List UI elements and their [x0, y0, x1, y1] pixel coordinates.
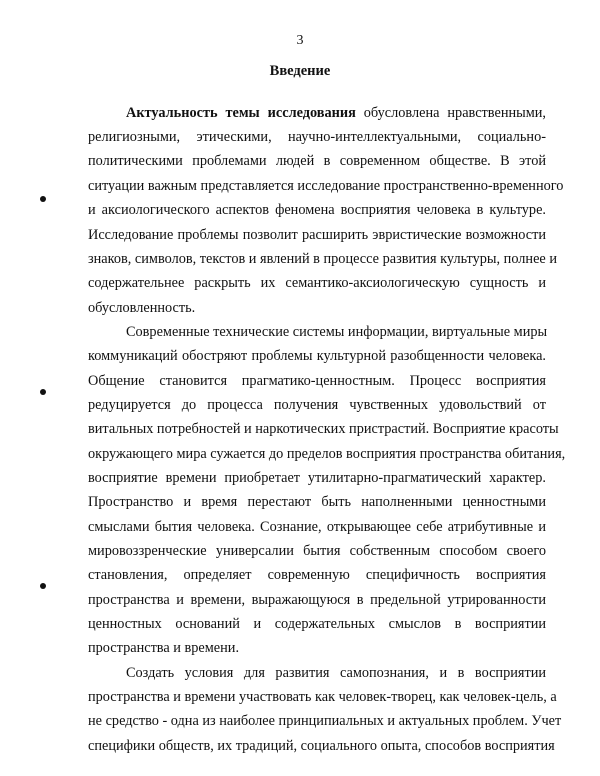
text-line: мировоззренческие универсалии бытия собственным способом своего — [88, 543, 546, 559]
text-line: пространства и времени, выражающуюся в предельной утрированности — [88, 592, 546, 608]
text-line: Пространство и время перестают быть наполненными ценностными — [88, 494, 546, 510]
text-line: Общение становится прагматико-ценностным. Процесс восприятия — [88, 373, 546, 389]
margin-mark-dot — [40, 196, 46, 202]
section-title: Введение — [269, 63, 331, 79]
text-line: специфики обществ, их традиций, социального опыта, способов восприятия — [88, 738, 555, 754]
margin-mark-dot — [40, 389, 46, 395]
text-line: Актуальность темы исследования обусловлена нравственными, — [126, 105, 546, 121]
text-line: становления, определяет современную специфичность восприятия — [88, 567, 546, 583]
text-line: религиозными, этическими, научно-интеллектуальными, социально- — [88, 129, 546, 145]
lead-phrase: Актуальность темы исследования — [126, 105, 356, 121]
margin-mark-dot — [40, 583, 46, 589]
text-line: восприятие времени приобретает утилитарно-прагматический характер. — [88, 470, 546, 486]
text-line: смыслами бытия человека. Сознание, открывающее себе атрибутивные и — [88, 519, 546, 535]
page-number: 3 — [296, 33, 304, 48]
text-line: Создать условия для развития самопознания, и в восприятии — [126, 665, 546, 681]
text-line: пространства и времени. — [88, 640, 240, 656]
text-line: ценностных оснований и содержательных смыслов в восприятии — [88, 616, 546, 632]
text-line: обусловленность. — [88, 300, 196, 316]
text-line: витальных потребностей и наркотических пристрастий. Восприятие красоты — [88, 421, 559, 437]
text-line: Исследование проблемы позволит расширить эвристические возможности — [88, 227, 546, 243]
text-line: редуцируется до процесса получения чувственных удовольствий от — [88, 397, 546, 413]
text-line: Современные технические системы информации, виртуальные миры — [126, 324, 548, 340]
text-line: пространства и времени участвовать как человек-творец, как человек-цель, а — [88, 689, 557, 705]
text-line: политическими проблемами людей в современном обществе. В этой — [88, 153, 546, 169]
text-line: коммуникаций обостряют проблемы культурной разобщенности человека. — [88, 348, 546, 364]
text-line: и аксиологического аспектов феномена восприятия человека в культуре. — [88, 202, 546, 218]
text-line: окружающего мира сужается до пределов восприятия пространства обитания, — [88, 446, 566, 462]
text-line: знаков, символов, текстов и явлений в процессе развития культуры, полнее и — [88, 251, 557, 267]
text-line: ситуации важным представляется исследование пространственно-временного — [88, 178, 564, 194]
text-line: содержательнее раскрыть их семантико-аксиологическую сущность и — [88, 275, 546, 291]
text-line: не средство - одна из наиболее принципиальных и актуальных проблем. Учет — [88, 713, 562, 729]
